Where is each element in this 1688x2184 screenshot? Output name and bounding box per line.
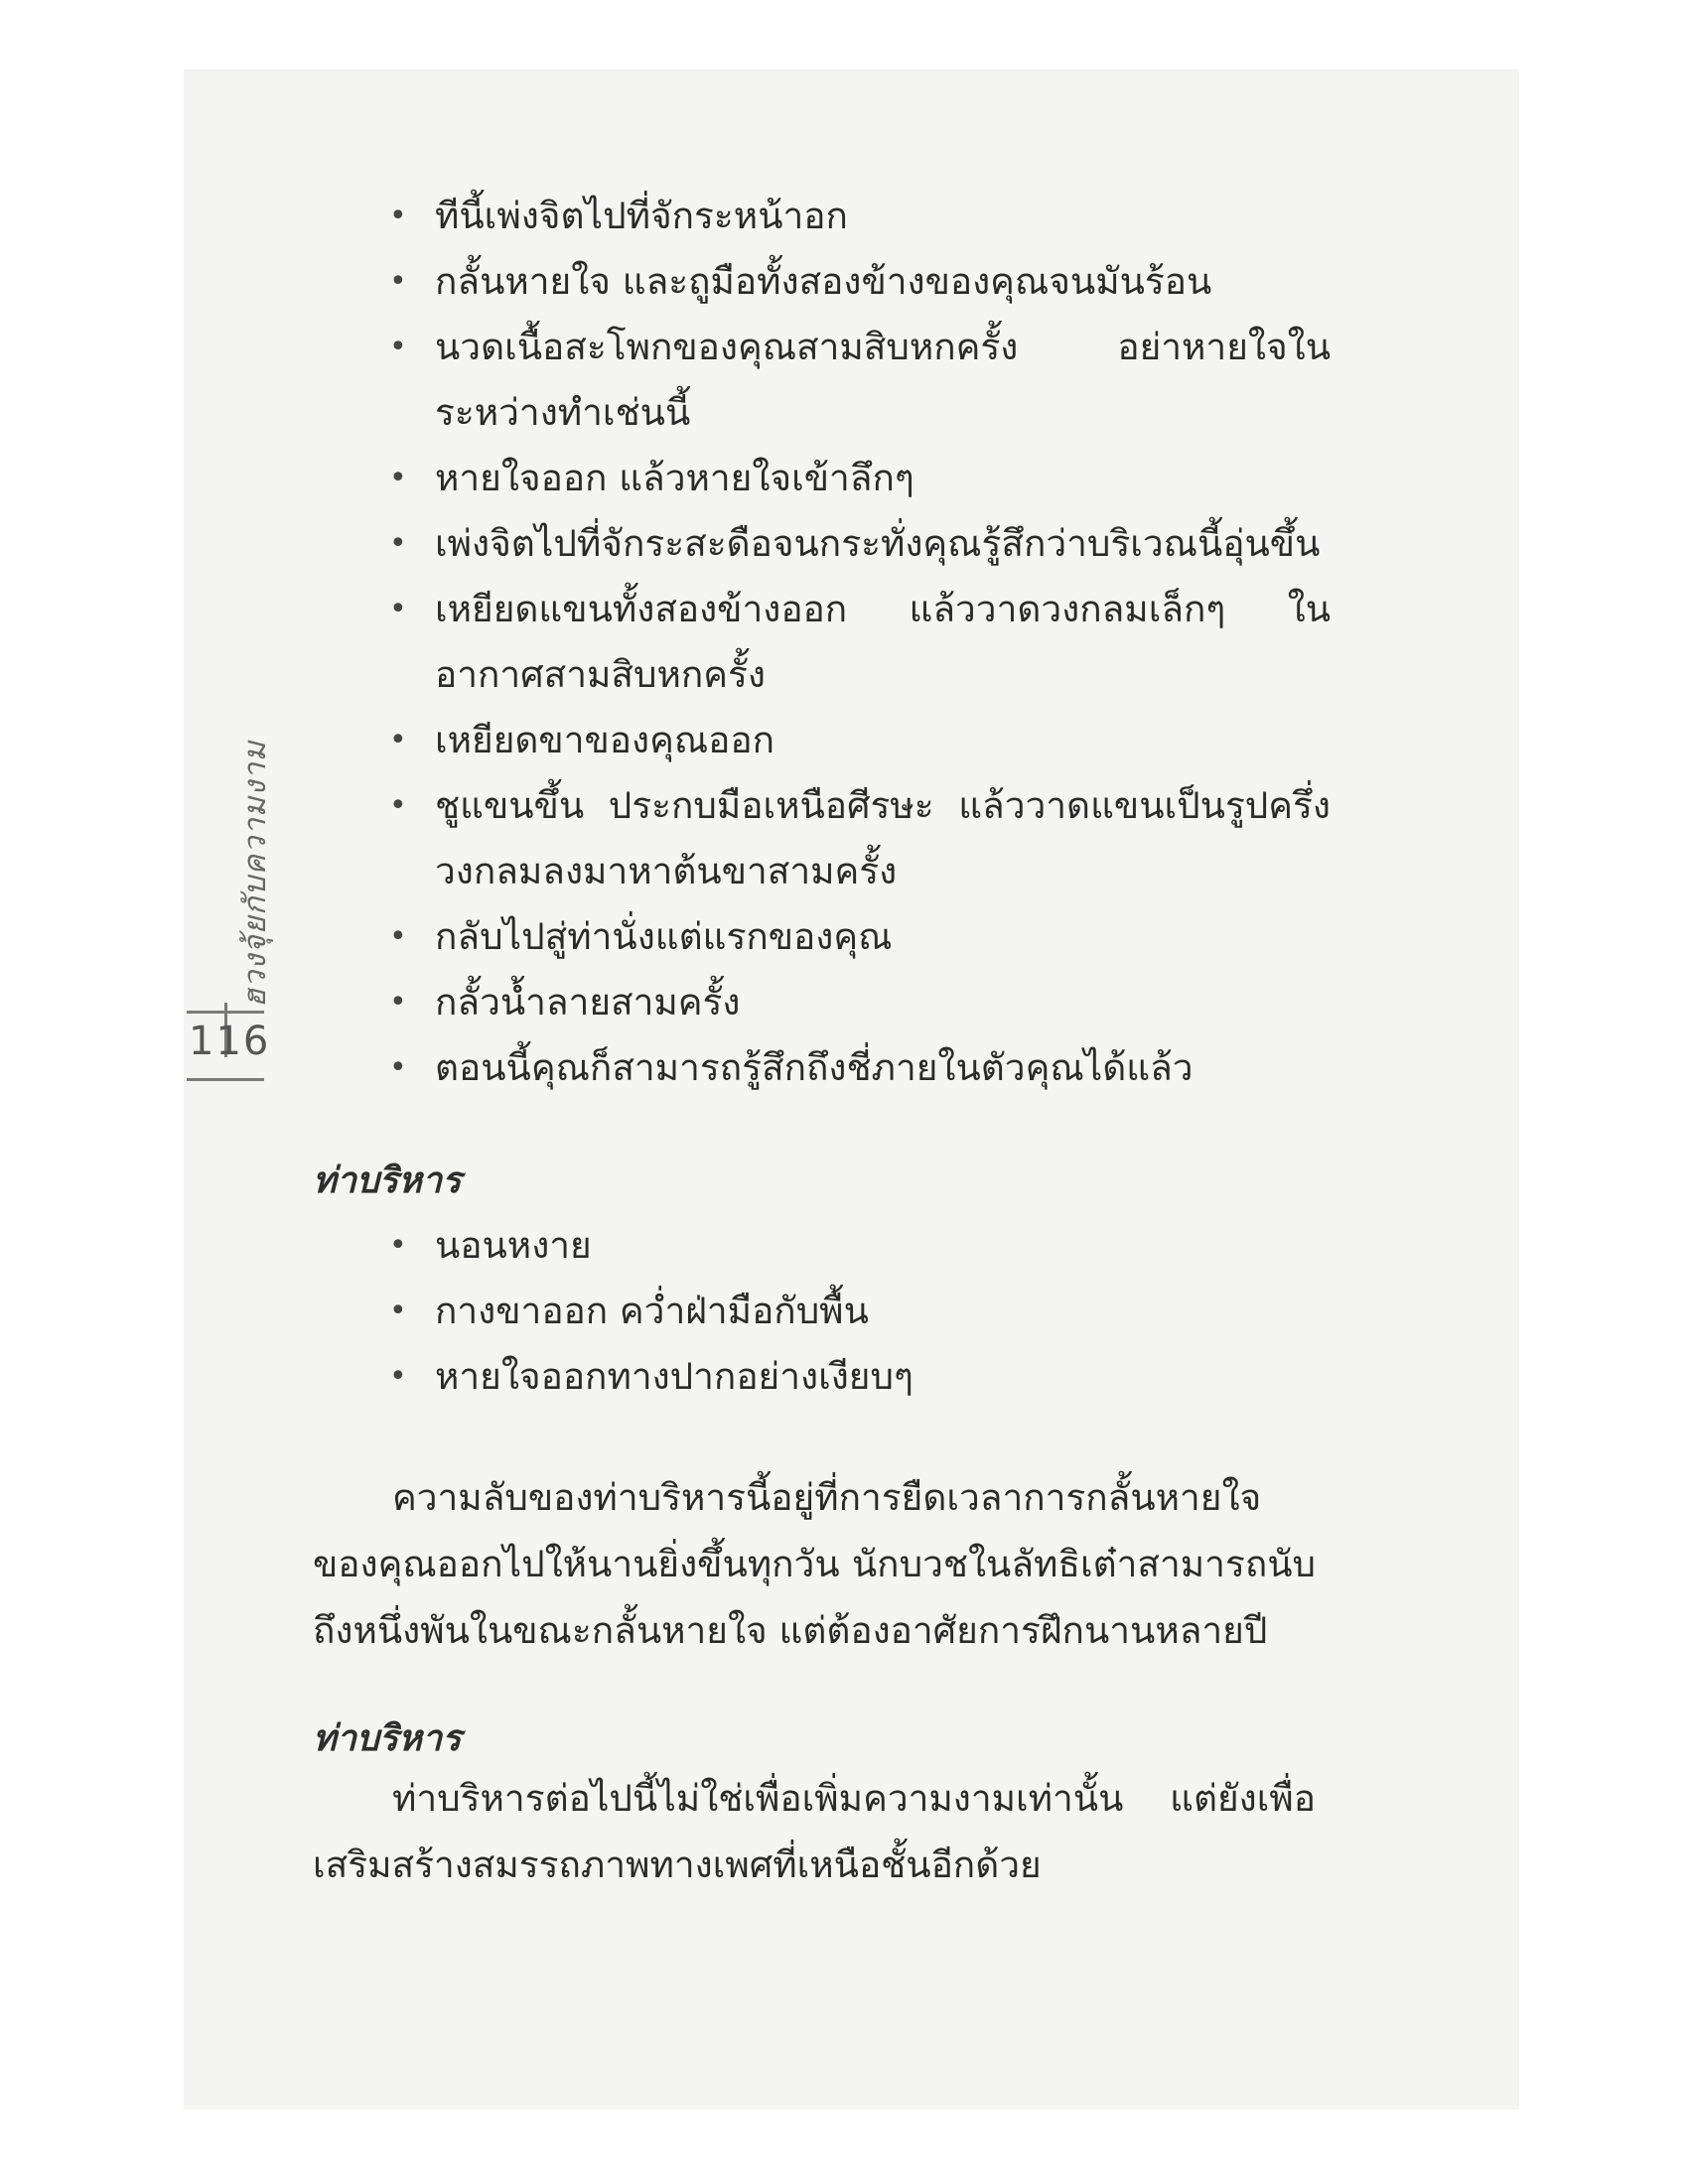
running-title: ฮวงจุ้ยกับความงาม (237, 740, 273, 1008)
list-item-text: เหยียดขาของคุณออก (435, 719, 774, 761)
list-item-text: กางขาออก คว่ำฝ่ามือกับพื้น (435, 1290, 869, 1332)
exercise-list (387, 1213, 1331, 1410)
list-item (387, 708, 1331, 773)
bullet-icon: • (389, 461, 407, 495)
bullet-icon: • (389, 199, 407, 233)
section-heading: ท่าบริหาร (313, 1718, 462, 1759)
body-paragraph: ความลับของท่าบริหารนี้อยู่ที่การยืดเวลาการกลั้นหายใจของคุณออกไปให้นานยิ่งขึ้นทุกวัน นักบวชในลัทธิเต๋าสามารถนับถึงหนึ่งพันในขณะกลั้นหายใจ แต่ต้องอาศัยการฝึกนานหลายปี (313, 1476, 1316, 1652)
list-item (387, 1279, 1331, 1344)
body-paragraph: ท่าบริหารต่อไปนี้ไม่ใช่เพื่อเพิ่มความงามเท่านั้น แต่ยังเพื่อเสริมสร้างสมรรถภาพทางเพศที่เหนือชั้นอีกด้วย (313, 1777, 1316, 1886)
instruction-list (387, 184, 1331, 1101)
bullet-icon: • (389, 1359, 407, 1394)
bullet-icon: • (389, 1050, 407, 1085)
list-item (387, 446, 1331, 511)
bullet-icon: • (389, 592, 407, 626)
list-item (387, 315, 1331, 446)
bullet-icon: • (389, 1294, 407, 1328)
list-item (387, 904, 1331, 970)
bullet-icon: • (389, 723, 407, 757)
list-item-text: นวดเนื้อสะโพกของคุณสามสิบหกครั้ง อย่าหายใจในระหว่างทำเช่นนี้ (435, 326, 1331, 434)
bullet-icon: • (389, 985, 407, 1020)
bullet-icon: • (389, 788, 407, 823)
list-item (387, 970, 1331, 1035)
list-item-text: หายใจออก แล้วหายใจเข้าลึกๆ (435, 457, 914, 499)
section-heading: ท่าบริหาร (313, 1160, 462, 1201)
list-item-text: เพ่งจิตไปที่จักระสะดือจนกระทั่งคุณรู้สึกว่าบริเวณนี้อุ่นขึ้น (435, 522, 1321, 565)
list-item-text: กลั้วน้ำลายสามครั้ง (435, 981, 741, 1024)
list-item-text: กลับไปสู่ท่านั่งแต่แรกของคุณ (435, 915, 893, 958)
list-item-text: นอนหงาย (435, 1224, 592, 1267)
bullet-icon: • (389, 919, 407, 954)
bullet-icon: • (389, 526, 407, 561)
list-item (387, 773, 1331, 904)
page-number: 116 (189, 1019, 271, 1064)
list-item (387, 1035, 1331, 1101)
list-item-text: ชูแขนขึ้น ประกบมือเหนือศีรษะ แล้ววาดแขนเป็นรูปครึ่งวงกลมลงมาหาต้นขาสามครั้ง (435, 784, 1331, 892)
bullet-icon: • (389, 1228, 407, 1263)
bullet-icon: • (389, 264, 407, 299)
list-item-text: หายใจออกทางปากอย่างเงียบๆ (435, 1355, 914, 1398)
list-item (387, 577, 1331, 708)
list-item (387, 184, 1331, 249)
list-item-text: เหยียดแขนทั้งสองข้างออก แล้ววาดวงกลมเล็กๆ ในอากาศสามสิบหกครั้ง (435, 588, 1331, 696)
list-item (387, 1213, 1331, 1279)
list-item (387, 249, 1331, 315)
list-item (387, 511, 1331, 577)
list-item (387, 1344, 1331, 1410)
list-item-text: กลั้นหายใจ และถูมือทั้งสองข้างของคุณจนมันร้อน (435, 260, 1212, 303)
bullet-icon: • (389, 330, 407, 364)
list-item-text: ตอนนี้คุณก็สามารถรู้สึกถึงชี่ภายในตัวคุณได้แล้ว (435, 1046, 1194, 1089)
list-item-text: ทีนี้เพ่งจิตไปที่จักระหน้าอก (435, 195, 848, 237)
